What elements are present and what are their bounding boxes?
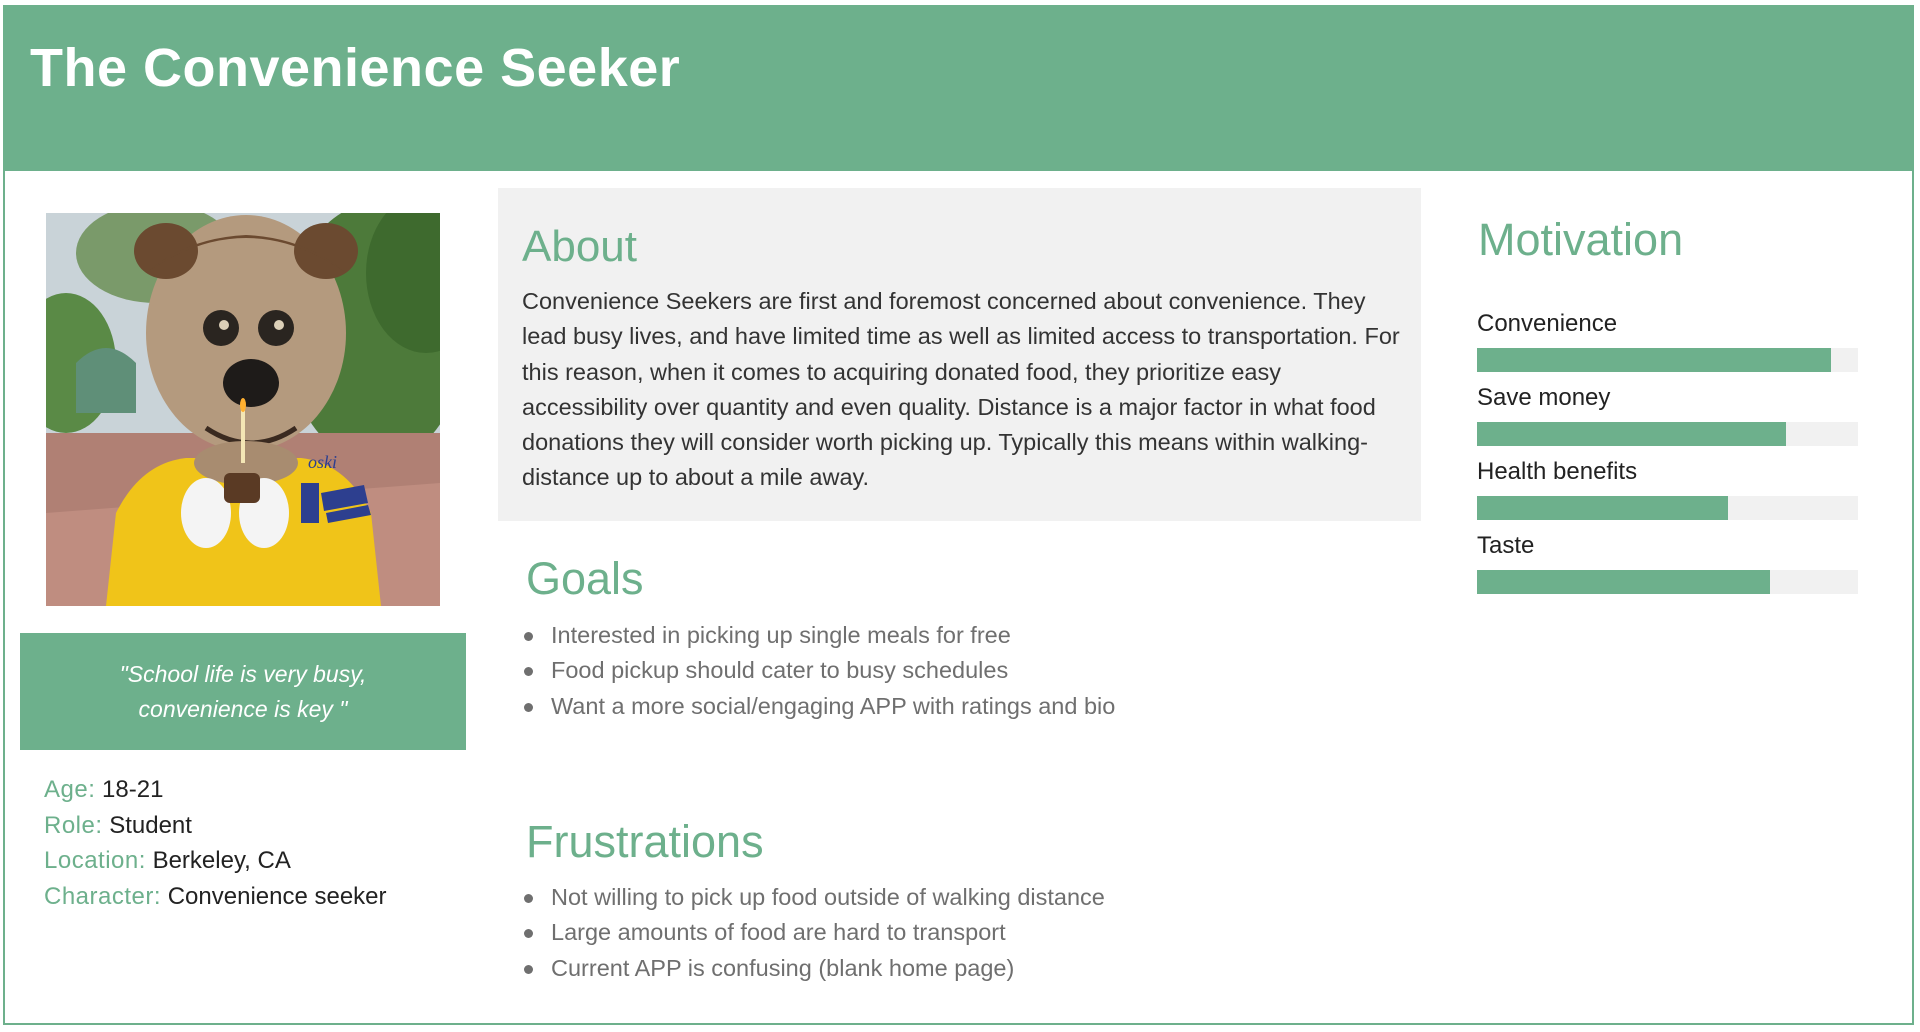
persona-quote: "School life is very busy, convenience is key "	[20, 633, 466, 750]
motivation-bar-taste	[1477, 570, 1858, 594]
fact-label: Age:	[44, 776, 96, 803]
motivation-heading: Motivation	[1478, 214, 1684, 265]
list-item: Interested in picking up single meals for free	[523, 618, 1115, 653]
frustrations-list	[523, 880, 1105, 986]
fact-label: Location:	[44, 847, 146, 874]
motivation-bar-fill	[1477, 422, 1786, 446]
list-item: Want a more social/engaging APP with ratings and bio	[523, 689, 1115, 724]
list-item: Large amounts of food are hard to transport	[523, 915, 1105, 950]
header-banner	[3, 5, 1914, 171]
persona-facts	[44, 772, 387, 914]
motivation-label-save-money: Save money	[1477, 384, 1611, 411]
list-item: Not willing to pick up food outside of walking distance	[523, 880, 1105, 915]
motivation-bar-fill	[1477, 496, 1728, 520]
motivation-label-taste: Taste	[1477, 532, 1535, 559]
fact-value: Berkeley, CA	[152, 847, 291, 874]
list-item: Food pickup should cater to busy schedules	[523, 653, 1115, 688]
motivation-bar-health-benefits	[1477, 496, 1858, 520]
fact-value: Convenience seeker	[167, 882, 387, 910]
about-panel	[498, 188, 1421, 521]
fact-role	[44, 808, 387, 844]
fact-label: Role:	[44, 811, 103, 839]
fact-age	[44, 772, 387, 808]
fact-label: Character:	[44, 882, 162, 910]
about-text: Convenience Seekers are first and foremost concerned about convenience. They lead busy lives, and have limited time as well as limited access to transportation. For this reason, when it comes to acquiring donated food, they prioritize easy accessibility over quantity and even quality. Distance is a major factor in what food donations they will consider worth picking up. Typically this means within walking-distance up to about a mile away.	[522, 288, 1400, 491]
motivation-bar-fill	[1477, 348, 1831, 372]
fact-value: Student	[109, 811, 192, 839]
motivation-label-convenience: Convenience	[1477, 310, 1618, 337]
motivation-bar-fill	[1477, 570, 1770, 594]
goals-list	[523, 618, 1115, 724]
fact-character	[44, 879, 387, 915]
goals-heading: Goals	[526, 553, 644, 604]
motivation-label-health-benefits: Health benefits	[1477, 458, 1638, 485]
persona-photo	[46, 213, 440, 606]
motivation-bar-save-money	[1477, 422, 1858, 446]
fact-location	[44, 843, 387, 879]
frustrations-heading: Frustrations	[526, 816, 764, 867]
list-item: Current APP is confusing (blank home page)	[523, 951, 1105, 986]
mascot-sweater-lettering: oski	[308, 452, 337, 472]
motivation-bar-convenience	[1477, 348, 1858, 372]
about-heading: About	[522, 222, 637, 271]
page-title: The Convenience Seeker	[30, 38, 681, 98]
fact-value: 18-21	[102, 776, 164, 803]
